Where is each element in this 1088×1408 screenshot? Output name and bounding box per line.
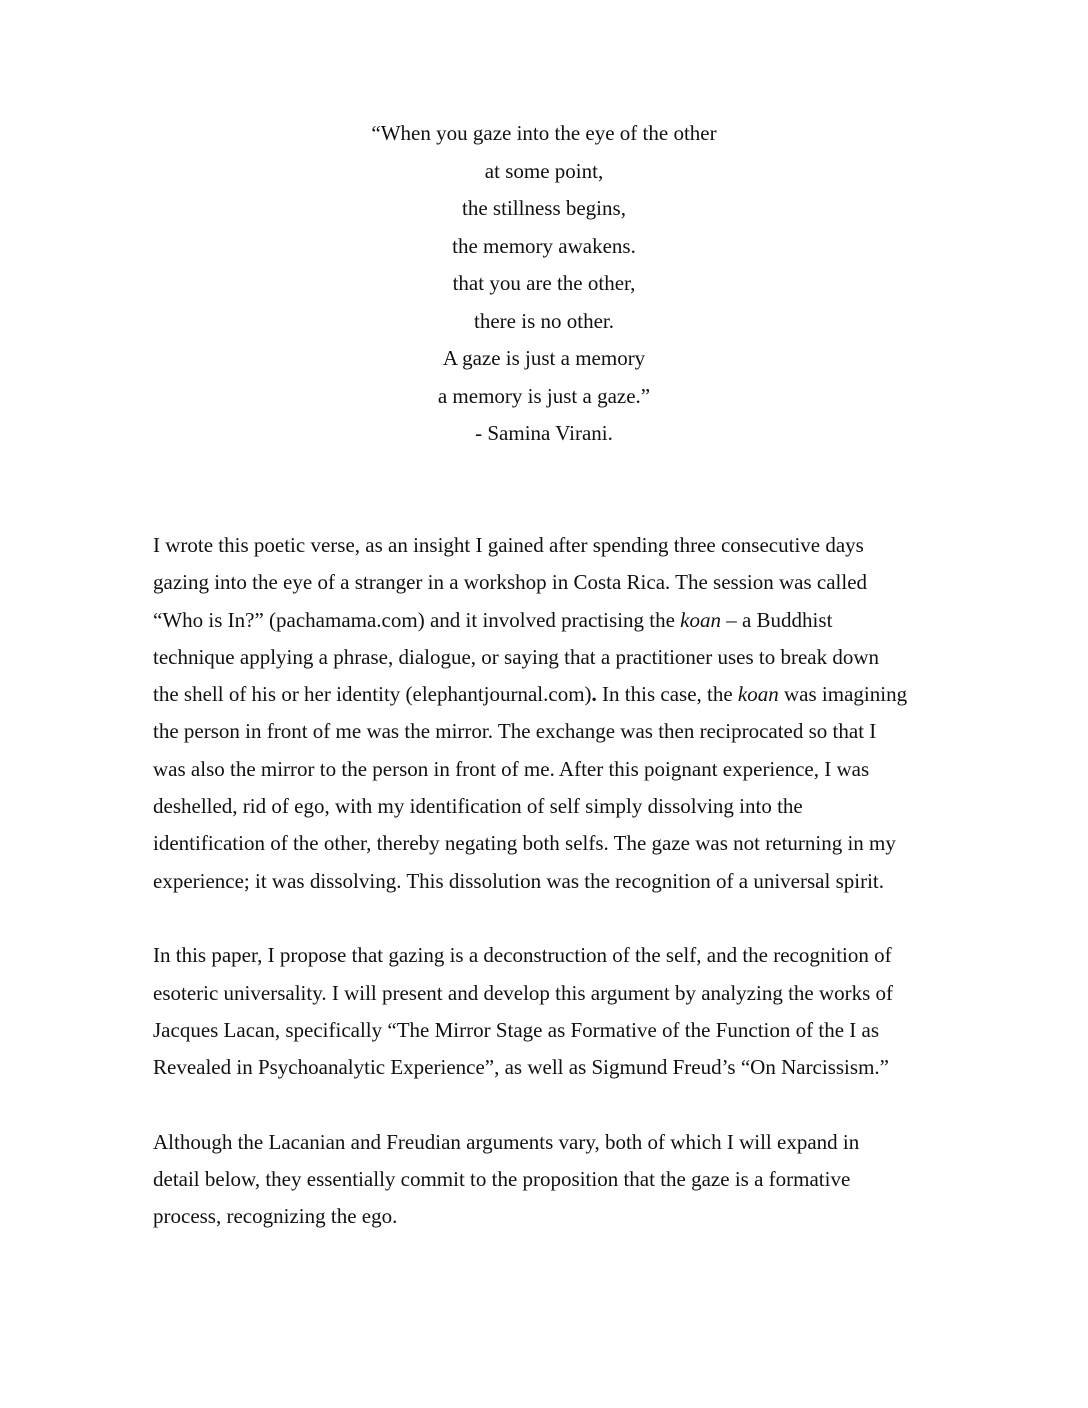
text-line xyxy=(153,1161,953,1198)
italic-term: koan xyxy=(680,607,721,632)
text-run: In this case, the xyxy=(596,682,738,707)
text-run: identification of the other, thereby negating both selfs. The gaze was not returning in my xyxy=(153,831,896,856)
paragraph-1 xyxy=(153,527,953,900)
epigraph-verse xyxy=(0,115,1088,453)
text-line xyxy=(153,975,953,1012)
text-line xyxy=(153,639,953,676)
text-run: detail below, they essentially commit to the proposition that the gaze is a formative xyxy=(153,1167,851,1192)
text-run: – a Buddhist xyxy=(720,607,833,632)
text-line xyxy=(153,751,953,788)
text-run: gazing into the eye of a stranger in a workshop in Costa Rica. The session was called xyxy=(153,570,868,595)
text-line xyxy=(153,825,953,862)
verse-line: the stillness begins, xyxy=(462,196,626,220)
text-run: Revealed in Psychoanalytic Experience”, as well as Sigmund Freud’s “On Narcissism.” xyxy=(153,1055,889,1080)
paragraph-2 xyxy=(153,937,953,1086)
text-run: In this paper, I propose that gazing is a deconstruction of the self, and the recognition of xyxy=(153,943,892,968)
text-line xyxy=(153,863,953,900)
text-line xyxy=(153,788,953,825)
verse-attribution: - Samina Virani. xyxy=(475,421,613,445)
text-line xyxy=(153,676,953,713)
text-line xyxy=(153,937,953,974)
text-run: esoteric universality. I will present and develop this argument by analyzing the works of xyxy=(153,980,894,1005)
text-line xyxy=(153,602,953,639)
text-run: Although the Lacanian and Freudian arguments vary, both of which I will expand in xyxy=(153,1129,860,1154)
verse-line: that you are the other, xyxy=(452,271,636,295)
text-run: Jacques Lacan, specifically “The Mirror Stage as Formative of the Function of the I as xyxy=(153,1017,880,1042)
text-run: was also the mirror to the person in front of me. After this poignant experience, I was xyxy=(153,756,870,781)
text-run: I wrote this poetic verse, as an insight I gained after spending three consecutive days xyxy=(153,533,864,557)
text-run: process, recognizing the ego. xyxy=(153,1204,398,1229)
verse-line: at some point, xyxy=(484,158,604,183)
paragraph-3 xyxy=(153,1124,953,1236)
text-line xyxy=(153,1198,953,1235)
text-run: was imagining xyxy=(778,682,908,707)
text-run: the shell of his or her identity (elephantjournal.com) xyxy=(153,682,592,707)
text-line xyxy=(153,564,953,601)
text-run: “Who is In?” (pachamama.com) and it involved practising the xyxy=(153,607,681,632)
body-text xyxy=(153,527,953,1273)
text-line xyxy=(153,527,953,564)
bold-period: . xyxy=(591,682,597,707)
text-run: deshelled, rid of ego, with my identification of self simply dissolving into the xyxy=(153,794,803,819)
text-line xyxy=(153,1124,953,1161)
verse-line: the memory awakens. xyxy=(452,233,636,258)
text-run: the person in front of me was the mirror. The exchange was then reciprocated so that I xyxy=(153,719,877,744)
text-run: experience; it was dissolving. This dissolution was the recognition of a universal spirit. xyxy=(153,868,884,893)
verse-line: “When you gaze into the eye of the other xyxy=(371,121,717,145)
text-line xyxy=(153,1049,953,1086)
verse-line: there is no other. xyxy=(474,308,614,333)
italic-term: koan xyxy=(737,682,779,707)
verse-line: A gaze is just a memory xyxy=(442,346,646,370)
text-run: technique applying a phrase, dialogue, or saying that a practitioner uses to break down xyxy=(153,644,880,669)
text-line xyxy=(153,1012,953,1049)
text-line xyxy=(153,713,953,750)
verse-line: a memory is just a gaze.” xyxy=(437,383,651,408)
